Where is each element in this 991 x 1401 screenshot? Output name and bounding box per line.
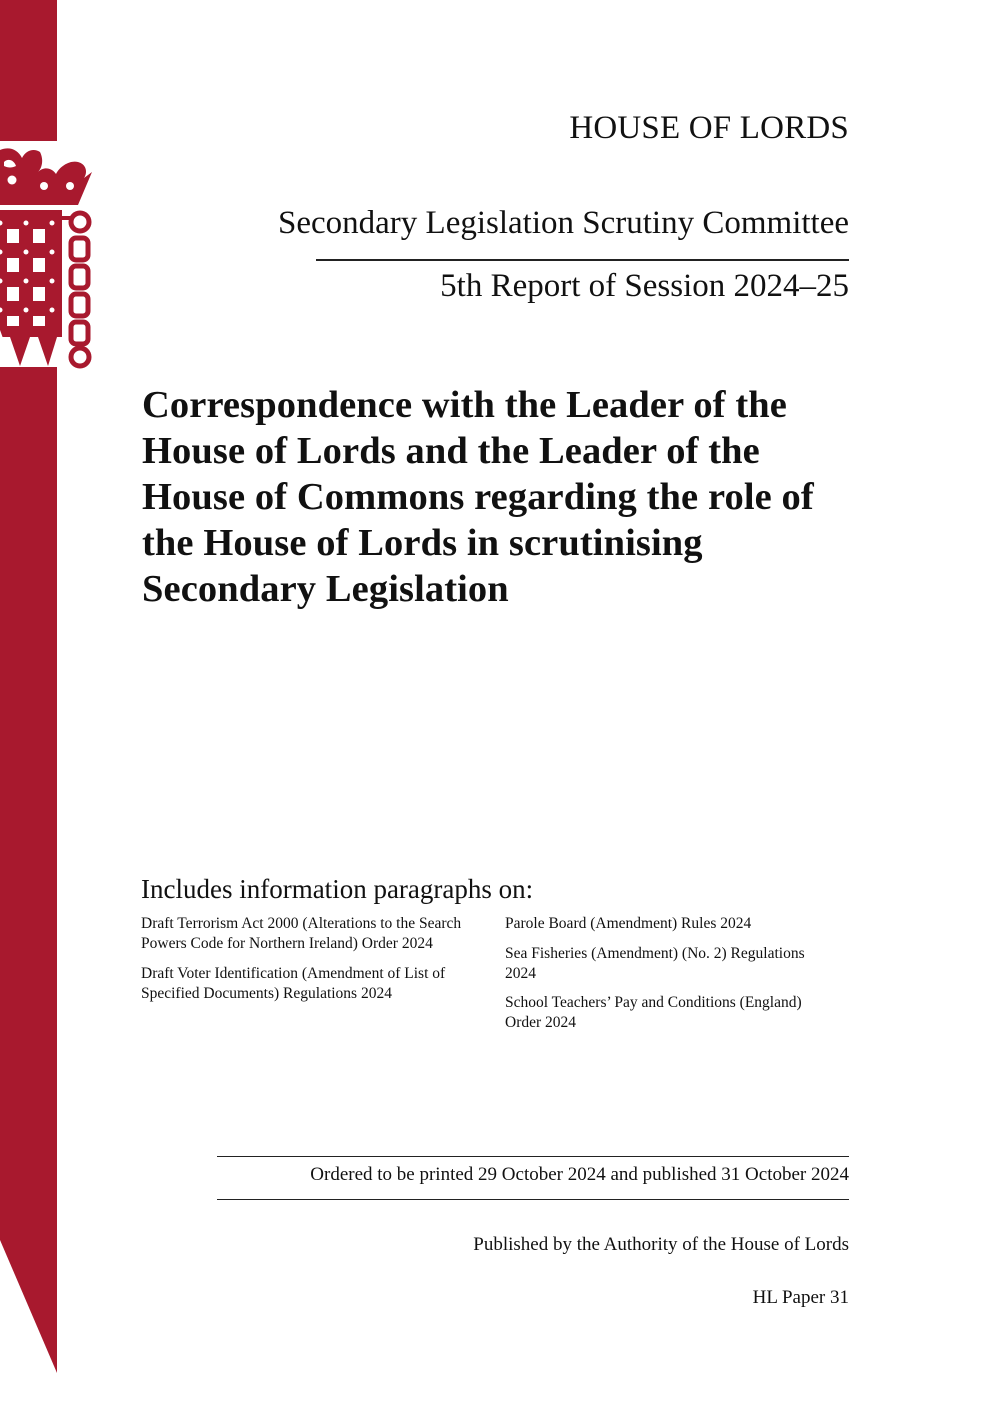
house-name: HOUSE OF LORDS	[569, 110, 849, 146]
paper-number: HL Paper 31	[752, 1287, 849, 1308]
includes-heading: Includes information paragraphs on:	[141, 874, 534, 904]
portcullis-crown-icon	[0, 0, 100, 1401]
includes-list-left	[141, 914, 501, 1013]
ordered-printed-date: Ordered to be printed 29 October 2024 and published 31 October 2024	[310, 1164, 849, 1185]
footer-divider-top	[217, 1156, 849, 1157]
report-title: Correspondence with the Leader of the House of Lords and the Leader of the House of Commons regarding the role of the House of Lords in scrutinising Secondary Legislation	[142, 384, 814, 610]
includes-item: Sea Fisheries (Amendment) (No. 2) Regulations 2024	[505, 944, 805, 982]
includes-item: Parole Board (Amendment) Rules 2024	[505, 915, 752, 932]
report-session: 5th Report of Session 2024–25	[440, 268, 849, 304]
includes-list-right	[505, 914, 825, 1043]
header-divider	[316, 259, 849, 261]
includes-item: School Teachers’ Pay and Conditions (England) Order 2024	[505, 994, 802, 1031]
footer-divider-bottom	[217, 1199, 849, 1200]
committee-name: Secondary Legislation Scrutiny Committee	[278, 205, 849, 241]
red-side-band	[0, 0, 57, 1401]
includes-item: Draft Voter Identification (Amendment of List of Specified Documents) Regulations 2024	[141, 964, 446, 1002]
published-by: Published by the Authority of the House of Lords	[473, 1234, 849, 1255]
includes-item: Draft Terrorism Act 2000 (Alterations to the Search Powers Code for Northern Ireland) Order 2024	[141, 915, 462, 952]
